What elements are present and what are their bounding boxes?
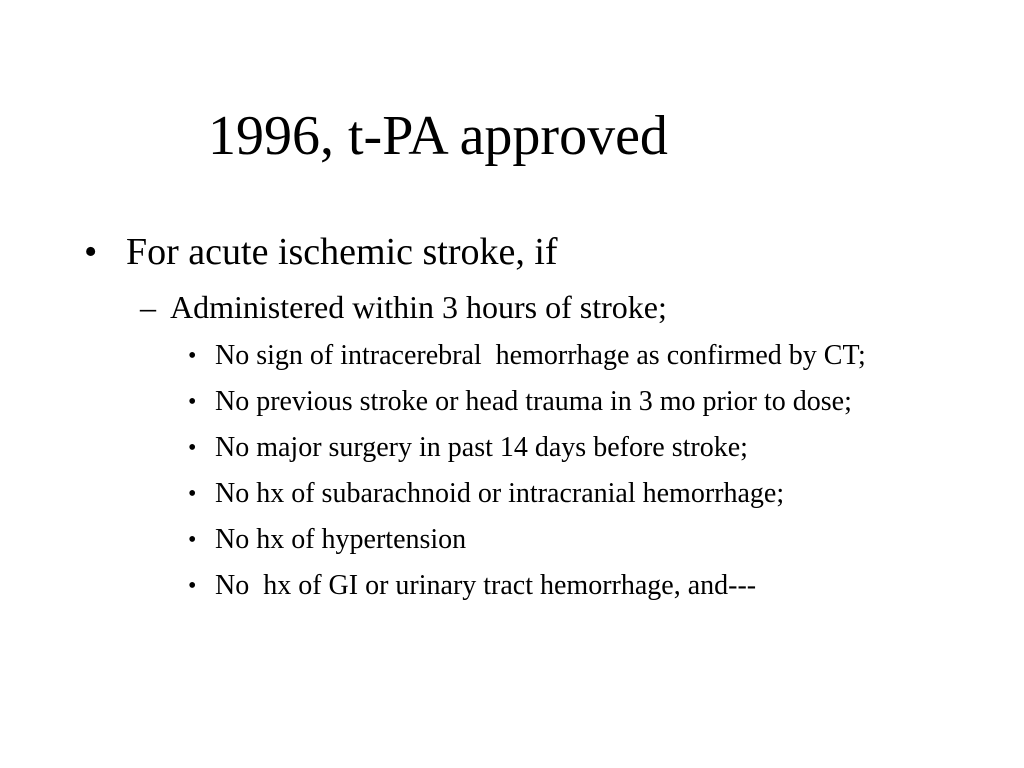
bullet-level2-text: Administered within 3 hours of stroke; xyxy=(170,289,667,325)
sub-bullet-text: No sign of intracerebral hemorrhage as confirmed by CT; xyxy=(215,340,866,371)
sub-bullet-text: No previous stroke or head trauma in 3 mo prior to dose; xyxy=(215,386,852,417)
sub-bullet-item xyxy=(188,476,928,512)
sub-bullet-text: No hx of hypertension xyxy=(215,524,467,555)
bullet-level1 xyxy=(84,226,558,278)
sub-bullet-text: No hx of GI or urinary tract hemorrhage, and--- xyxy=(215,570,757,601)
sub-bullet-item xyxy=(188,384,928,420)
sub-bullet-list xyxy=(188,338,928,614)
bullet-dot-icon: • xyxy=(188,527,197,553)
bullet-dot-icon: • xyxy=(188,343,197,369)
bullet-level2 xyxy=(140,284,667,330)
bullet-dot-icon: • xyxy=(188,481,197,507)
sub-bullet-item xyxy=(188,568,928,604)
sub-bullet-text: No hx of subarachnoid or intracranial hemorrhage; xyxy=(215,478,785,509)
bullet-dot-icon: • xyxy=(84,231,98,273)
bullet-dot-icon: • xyxy=(188,573,197,599)
sub-bullet-item xyxy=(188,522,928,558)
sub-bullet-item xyxy=(188,430,928,466)
bullet-dot-icon: • xyxy=(188,389,197,415)
bullet-level1-text: For acute ischemic stroke, if xyxy=(126,231,558,273)
sub-bullet-text: No major surgery in past 14 days before stroke; xyxy=(215,432,748,463)
slide-title: 1996, t-PA approved xyxy=(208,105,668,167)
dash-bullet-icon: – xyxy=(140,289,156,325)
bullet-dot-icon: • xyxy=(188,435,197,461)
sub-bullet-item xyxy=(188,338,928,374)
